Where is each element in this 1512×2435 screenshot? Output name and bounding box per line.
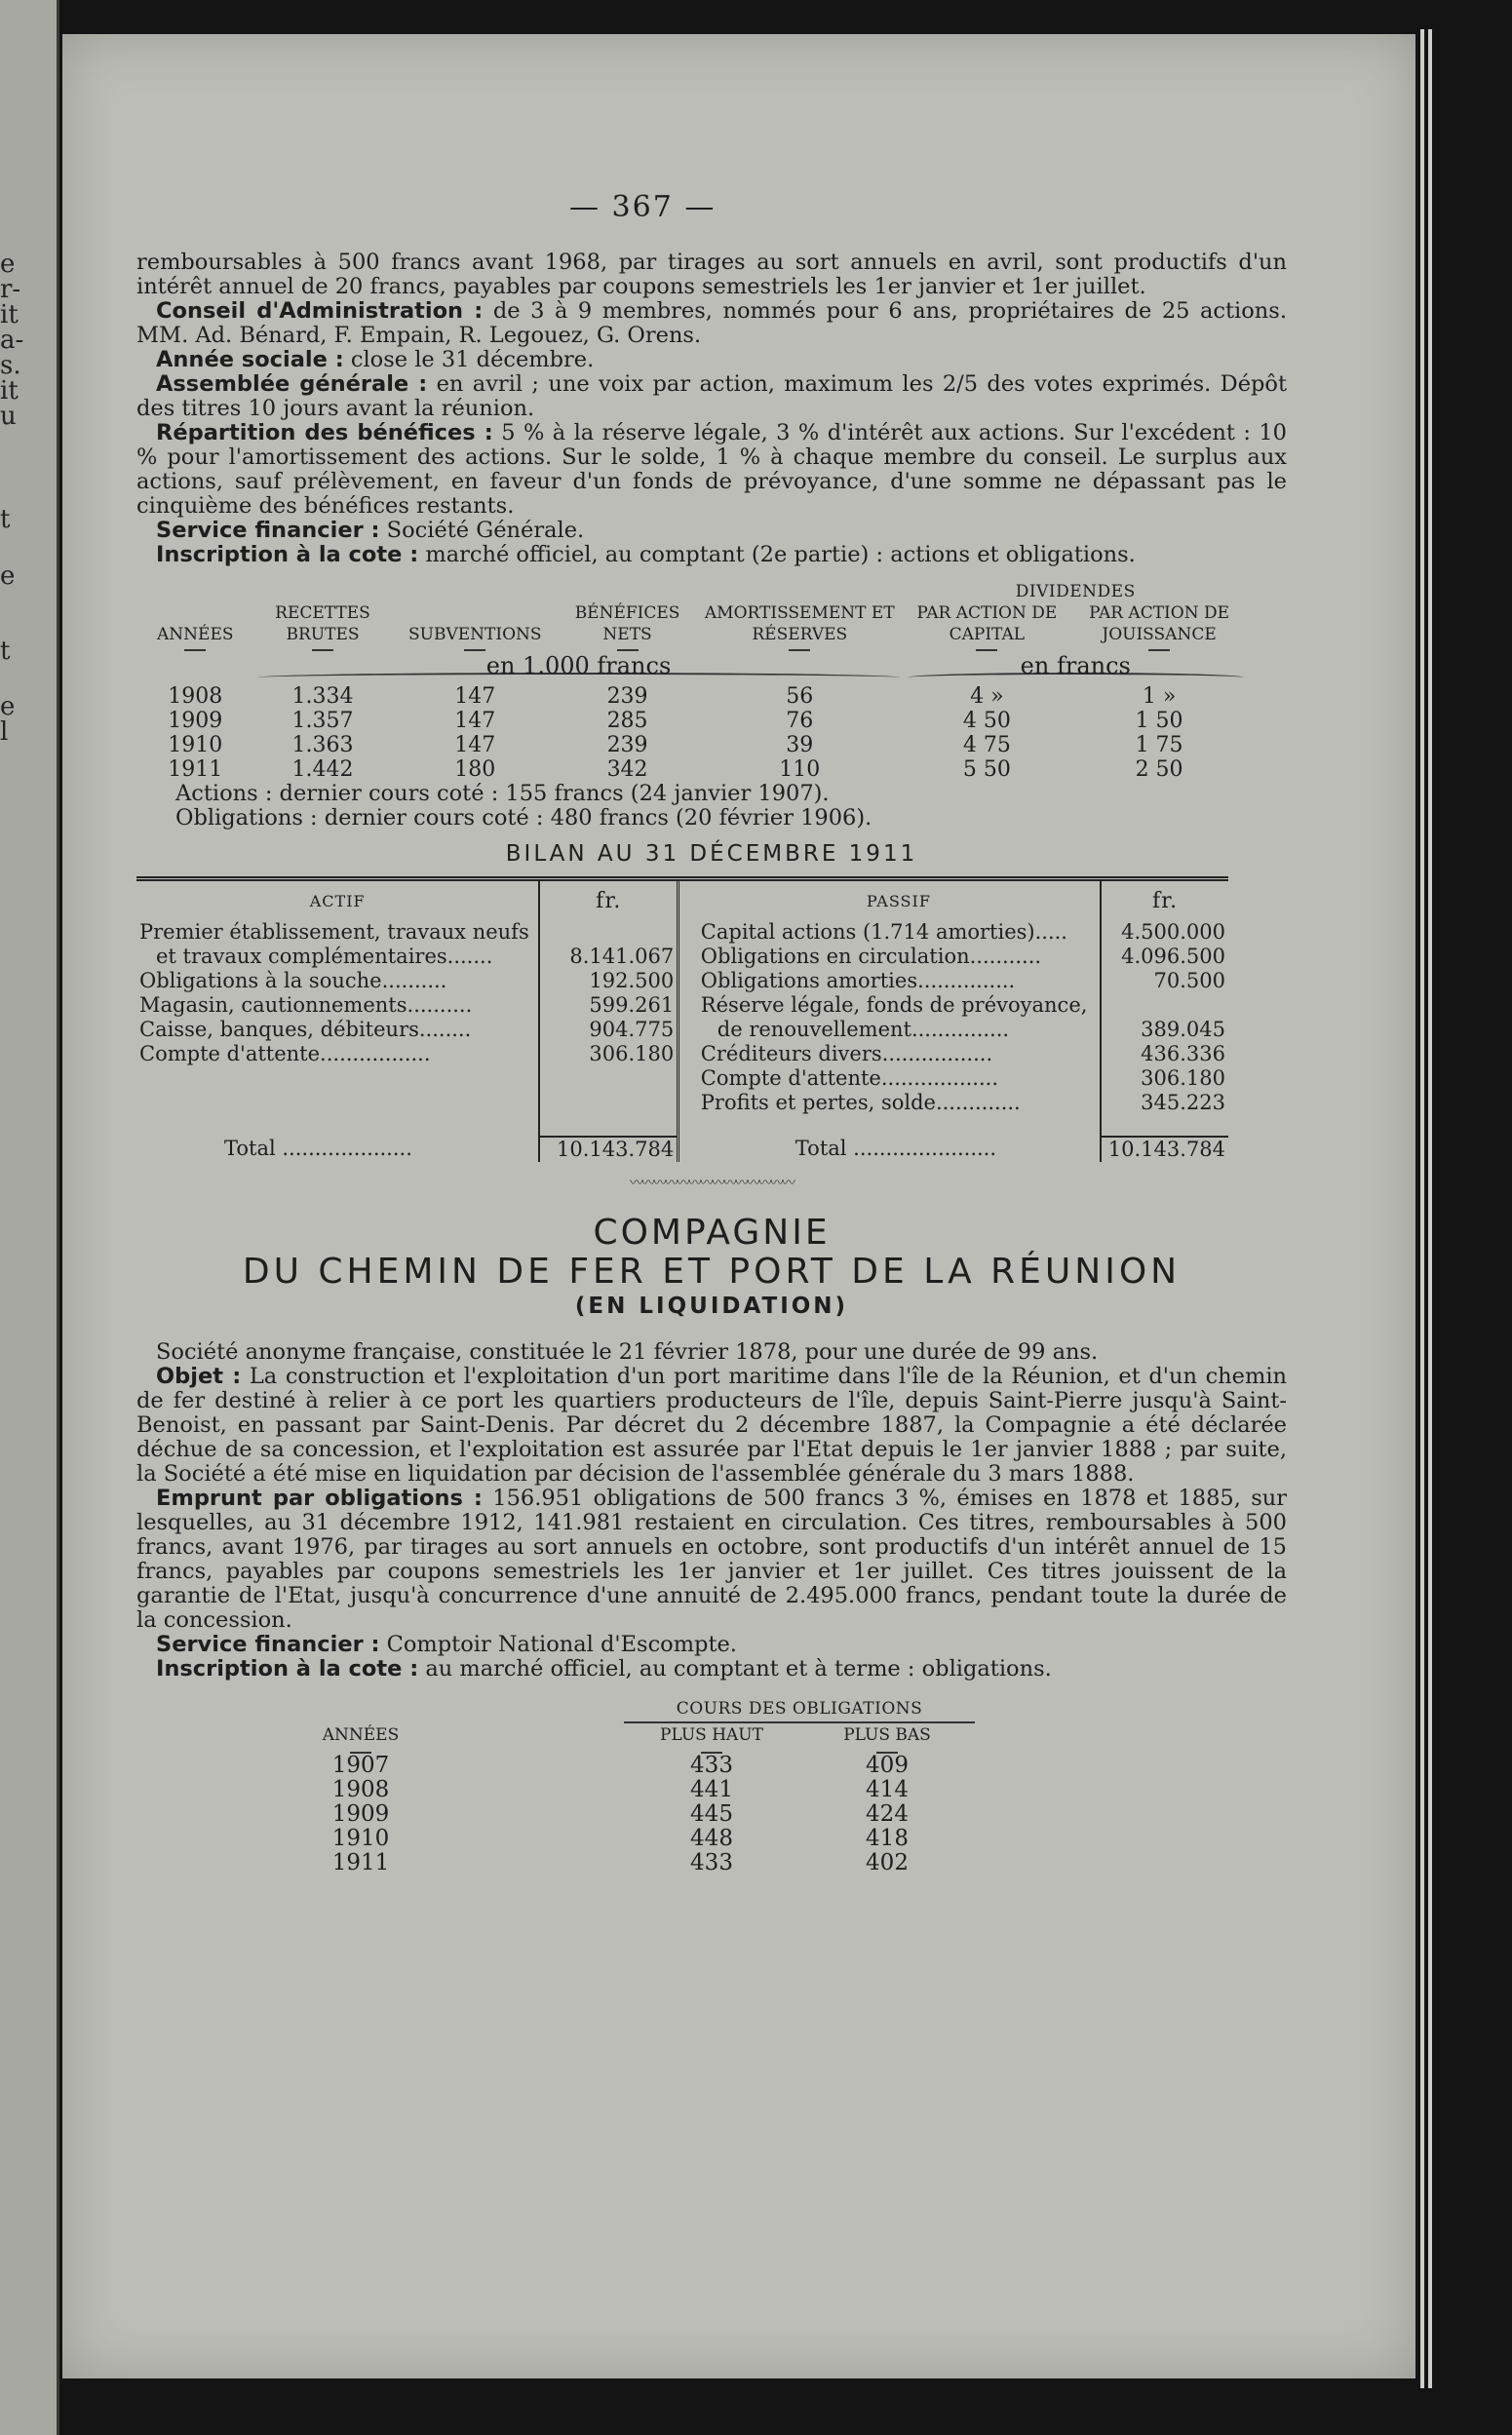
passif-label: Capital actions (1.714 amorties)..... xyxy=(700,920,1067,944)
company-title-line3: (EN LIQUIDATION) xyxy=(574,1294,849,1319)
cell: 147 xyxy=(454,684,496,709)
cell: 1.363 xyxy=(291,733,354,757)
bilan-total-row xyxy=(136,1137,1228,1162)
passif-label: Obligations amorties............... xyxy=(700,969,1016,992)
cell: 418 xyxy=(866,1826,909,1851)
passif-value: 70.500 xyxy=(1101,969,1228,993)
company-service-label: Service financier : xyxy=(156,1632,380,1657)
col-header: RECETTES BRUTES xyxy=(275,603,370,644)
cell: 433 xyxy=(690,1850,733,1875)
cell: 76 xyxy=(786,709,814,733)
passif-unit: fr. xyxy=(1101,879,1228,921)
service-text: Société Générale. xyxy=(386,518,585,543)
cell: 1909 xyxy=(168,709,223,733)
cell: 1910 xyxy=(168,733,223,757)
cell: 4 75 xyxy=(962,733,1011,757)
cell: 1.357 xyxy=(291,709,354,733)
cell: 441 xyxy=(690,1777,733,1802)
passif-label: Obligations en circulation........... xyxy=(700,945,1042,968)
unit-right xyxy=(904,651,1248,684)
actions-cours: Actions : dernier cours coté : 155 francs (24 janvier 1907). xyxy=(175,781,830,806)
company-inscription-paragraph xyxy=(136,1657,1287,1681)
passif-value xyxy=(1101,993,1228,1018)
emprunt-label: Emprunt par obligations : xyxy=(156,1486,483,1511)
cours-table xyxy=(292,1697,975,1875)
cell: 1908 xyxy=(168,684,223,709)
cell: 424 xyxy=(866,1801,909,1827)
cell: 1.334 xyxy=(291,684,354,709)
left-fragment: e xyxy=(0,561,16,591)
annee-text: close le 31 décembre. xyxy=(350,347,595,372)
passif-header: PASSIF xyxy=(867,891,931,910)
cell: 147 xyxy=(454,733,496,757)
cell: 1909 xyxy=(331,1801,390,1827)
table-row xyxy=(292,1754,975,1778)
table-row xyxy=(292,1827,975,1851)
book-page xyxy=(62,34,1415,2378)
col-header: PLUS BAS xyxy=(843,1725,931,1745)
passif-value: 436.336 xyxy=(1101,1042,1228,1066)
passif-value: 4.500.000 xyxy=(1101,920,1228,945)
table-row xyxy=(136,1042,1228,1066)
cell: 4 » xyxy=(970,684,1004,709)
table-row xyxy=(136,1091,1228,1115)
table-row xyxy=(136,733,1248,757)
passif-value: 4.096.500 xyxy=(1101,945,1228,969)
left-fragment: it xyxy=(0,300,19,329)
actif-label: Magasin, cautionnements.......... xyxy=(139,993,473,1017)
emprunt-paragraph xyxy=(136,1487,1287,1633)
service-paragraph xyxy=(136,519,1287,543)
objet-paragraph xyxy=(136,1365,1287,1487)
cell: 110 xyxy=(779,757,821,782)
table-row xyxy=(136,993,1228,1018)
left-fragment: t xyxy=(0,505,11,534)
societe-paragraph: Société anonyme française, constituée le 21 février 1878, pour une durée de 99 ans. xyxy=(156,1339,1099,1365)
passif-value: 389.045 xyxy=(1101,1018,1228,1042)
cell: 433 xyxy=(690,1753,733,1778)
objet-text: La construction et l'exploitation d'un port maritime dans l'île de la Réunion, et d'un chemin de fer destiné à relier à ce port les quartiers producteurs de l'île, depuis Saint-Pierre jusqu'à Saint-Benoist, en passant par Saint-Denis. Par décret du 2 décembre 1887, la Compagnie a été déclarée déchue de sa concession, et l'exploitation est assurée par l'Etat depuis le 1er janvier 1888 ; par suite, la Société a été mise en liquidation par décision de l'assemblée générale du 3 mars 1888. xyxy=(136,1364,1288,1487)
cell: 239 xyxy=(606,733,648,757)
table-row xyxy=(136,684,1248,709)
left-fragment: r- xyxy=(0,275,21,304)
actif-value: 306.180 xyxy=(539,1042,678,1066)
cell: 147 xyxy=(454,709,496,733)
emprunt-text: 156.951 obligations de 500 francs 3 %, émises en 1878 et 1885, sur lesquelles, au 31 décembre 1912, 141.981 restaient en circulation. Ces titres, remboursables à 500 francs, avant 1976, par tirages au sort annuels en octobre, sont productifs d'un intérêt annuel de 15 francs, payables par coupons semestriels les 1er janvier et 1er juillet. Ces titres jouissent de la garantie de l'Etat, jusqu'à concurrence d'une annuité de 2.495.000 francs, pendant toute la durée de la concession. xyxy=(136,1486,1288,1633)
cell: 1910 xyxy=(331,1826,390,1851)
inscription-label: Inscription à la cote : xyxy=(156,542,419,567)
objet-label: Objet : xyxy=(156,1364,242,1389)
passif-value: 306.180 xyxy=(1101,1066,1228,1091)
actif-label: Caisse, banques, débiteurs........ xyxy=(139,1018,472,1041)
col-header: ANNÉES xyxy=(322,1725,400,1745)
actif-value: 192.500 xyxy=(539,969,678,993)
cell: 402 xyxy=(866,1850,909,1875)
unit-right-label: en francs xyxy=(1020,651,1131,679)
col-header: SUBVENTIONS xyxy=(408,625,542,644)
left-fragment: e xyxy=(0,250,16,279)
table-row xyxy=(136,969,1228,993)
cell: 180 xyxy=(454,757,496,782)
dividend-group-header-row xyxy=(136,581,1248,602)
passif-label: Compte d'attente.................. xyxy=(700,1066,998,1090)
passif-label: Créditeurs divers................. xyxy=(700,1042,993,1065)
cell: 1 » xyxy=(1142,684,1177,709)
cell: 448 xyxy=(690,1826,733,1851)
left-fragment: u xyxy=(0,402,17,431)
adjacent-page-edge xyxy=(0,0,59,2435)
table-row xyxy=(136,1066,1228,1091)
assemblee-label: Assemblée générale : xyxy=(156,371,428,397)
col-header: PAR ACTION DE CAPITAL xyxy=(916,603,1058,644)
actif-value xyxy=(539,920,678,945)
repartition-label: Répartition des bénéfices : xyxy=(156,420,493,445)
actif-value: 599.261 xyxy=(539,993,678,1018)
total-label-passif: Total ...................... xyxy=(795,1137,997,1160)
table-row xyxy=(292,1778,975,1802)
left-fragment: e xyxy=(0,692,16,721)
table-row xyxy=(136,945,1228,969)
total-passif: 10.143.784 xyxy=(1101,1137,1228,1162)
cell: 4 50 xyxy=(962,709,1011,733)
company-inscription-text: au marché officiel, au comptant et à terme : obligations. xyxy=(425,1656,1052,1681)
cell: 1911 xyxy=(168,757,223,782)
col-header: ANNÉES xyxy=(157,625,234,644)
table-row xyxy=(136,1018,1228,1042)
unit-row xyxy=(136,651,1248,684)
conseil-paragraph xyxy=(136,299,1287,348)
table-row xyxy=(136,757,1248,782)
cell: 1908 xyxy=(331,1777,390,1802)
annee-label: Année sociale : xyxy=(156,347,344,372)
dividend-header-row xyxy=(136,602,1248,645)
actif-label: Premier établissement, travaux neufs xyxy=(139,920,529,944)
assemblee-paragraph xyxy=(136,372,1287,421)
total-actif: 10.143.784 xyxy=(539,1137,678,1162)
actif-label: Compte d'attente................. xyxy=(139,1042,431,1065)
cell: 414 xyxy=(866,1777,909,1802)
service-label: Service financier : xyxy=(156,518,380,543)
left-fragment: s. xyxy=(0,351,21,380)
col-header: AMORTISSEMENT ET RÉSERVES xyxy=(704,603,895,644)
repartition-text: 5 % à la réserve légale, 3 % d'intérêt aux actions. Sur l'excédent : 10 % pour l'amortissement des actions. Sur le solde, 1 % à chaque membre du conseil. Le surplus aux actions, sauf prélèvement, en faveur d'un fonds de prévoyance, d'une somme ne dépassant pas le cinquième des bénéfices restants. xyxy=(136,420,1288,519)
actif-unit: fr. xyxy=(539,879,678,921)
left-fragment: t xyxy=(0,637,11,666)
col-header: PLUS HAUT xyxy=(660,1725,763,1745)
col-header: PAR ACTION DE JOUISSANCE xyxy=(1089,603,1230,644)
passif-value: 345.223 xyxy=(1101,1091,1228,1115)
cours-group-header: COURS DES OBLIGATIONS xyxy=(624,1697,975,1722)
cell: 445 xyxy=(690,1801,733,1827)
col-header: BÉNÉFICES NETS xyxy=(574,603,680,644)
company-inscription-label: Inscription à la cote : xyxy=(156,1656,419,1681)
unit-left xyxy=(254,651,904,684)
company-service-paragraph xyxy=(136,1633,1287,1657)
assemblee-text: en avril ; une voix par action, maximum les 2/5 des votes exprimés. Dépôt des titres 10 jours avant la réunion. xyxy=(136,371,1288,421)
conseil-text: de 3 à 9 membres, nommés pour 6 ans, propriétaires de 25 actions. MM. Ad. Bénard, F. Empain, R. Legouez, G. Orens. xyxy=(136,298,1287,348)
cell: 285 xyxy=(606,709,648,733)
inscription-paragraph xyxy=(136,543,1287,567)
actif-header: ACTIF xyxy=(309,891,366,910)
cell: 5 50 xyxy=(962,757,1011,782)
annee-paragraph xyxy=(136,348,1287,372)
total-label-actif: Total .................... xyxy=(224,1137,412,1160)
actif-value: 8.141.067 xyxy=(539,945,678,969)
cell: 1.442 xyxy=(291,757,354,782)
page-edge xyxy=(1420,29,1424,2388)
cell: 39 xyxy=(786,733,814,757)
cell: 1907 xyxy=(331,1753,390,1778)
left-fragment: l xyxy=(0,717,9,747)
passif-label: Profits et pertes, solde............. xyxy=(700,1091,1021,1114)
left-fragment: a- xyxy=(0,326,24,355)
inscription-text: marché officiel, au comptant (2e partie) : actions et obligations. xyxy=(425,542,1136,567)
conseil-label: Conseil d'Administration : xyxy=(156,298,484,324)
cell: 1 75 xyxy=(1135,733,1183,757)
cell: 342 xyxy=(606,757,648,782)
table-row xyxy=(136,709,1248,733)
cell: 239 xyxy=(606,684,648,709)
unit-left-label: en 1.000 francs xyxy=(485,651,672,679)
dividend-group-header: DIVIDENDES xyxy=(1015,582,1136,601)
actif-label: Obligations à la souche.......... xyxy=(139,969,447,992)
cell: 1911 xyxy=(331,1850,390,1875)
passif-label: Réserve légale, fonds de prévoyance, xyxy=(700,993,1088,1017)
table-row xyxy=(292,1802,975,1827)
cell: 2 50 xyxy=(1135,757,1183,782)
actif-value: 904.775 xyxy=(539,1018,678,1042)
repartition-paragraph xyxy=(136,421,1287,519)
company-service-text: Comptoir National d'Escompte. xyxy=(386,1632,737,1657)
actif-label: et travaux complémentaires....... xyxy=(156,945,493,968)
cours-group-header-row xyxy=(292,1697,975,1722)
cell: 1 50 xyxy=(1135,709,1183,733)
table-row xyxy=(292,1851,975,1875)
page-number: — 367 — xyxy=(569,190,717,224)
cell: 56 xyxy=(786,684,814,709)
intro-paragraph: remboursables à 500 francs avant 1968, par tirages au sort annuels en avril, sont productifs d'un intérêt annuel de 20 francs, payables par coupons semestriels les 1er janvier et 1er juillet. xyxy=(136,250,1287,299)
obligations-cours: Obligations : dernier cours coté : 480 francs (20 février 1906). xyxy=(175,805,872,831)
table-row xyxy=(136,920,1228,945)
company-title-line1: COMPAGNIE xyxy=(593,1213,831,1253)
cours-header-row xyxy=(292,1722,975,1748)
passif-label: de renouvellement............... xyxy=(717,1018,1010,1041)
page-edge xyxy=(1428,29,1432,2388)
bilan-header-row xyxy=(136,879,1228,921)
left-fragment: it xyxy=(0,376,19,406)
cell: 409 xyxy=(866,1753,909,1778)
page-body xyxy=(136,251,1287,1875)
wavy-divider: 〰〰〰〰〰〰〰〰〰〰〰〰〰〰 xyxy=(630,1176,794,1191)
bilan-title: BILAN AU 31 DÉCEMBRE 1911 xyxy=(505,841,918,867)
bilan-table xyxy=(136,876,1228,1162)
company-title-line2: DU CHEMIN DE FER ET PORT DE LA RÉUNION xyxy=(242,1252,1182,1292)
dividend-table xyxy=(136,581,1248,782)
